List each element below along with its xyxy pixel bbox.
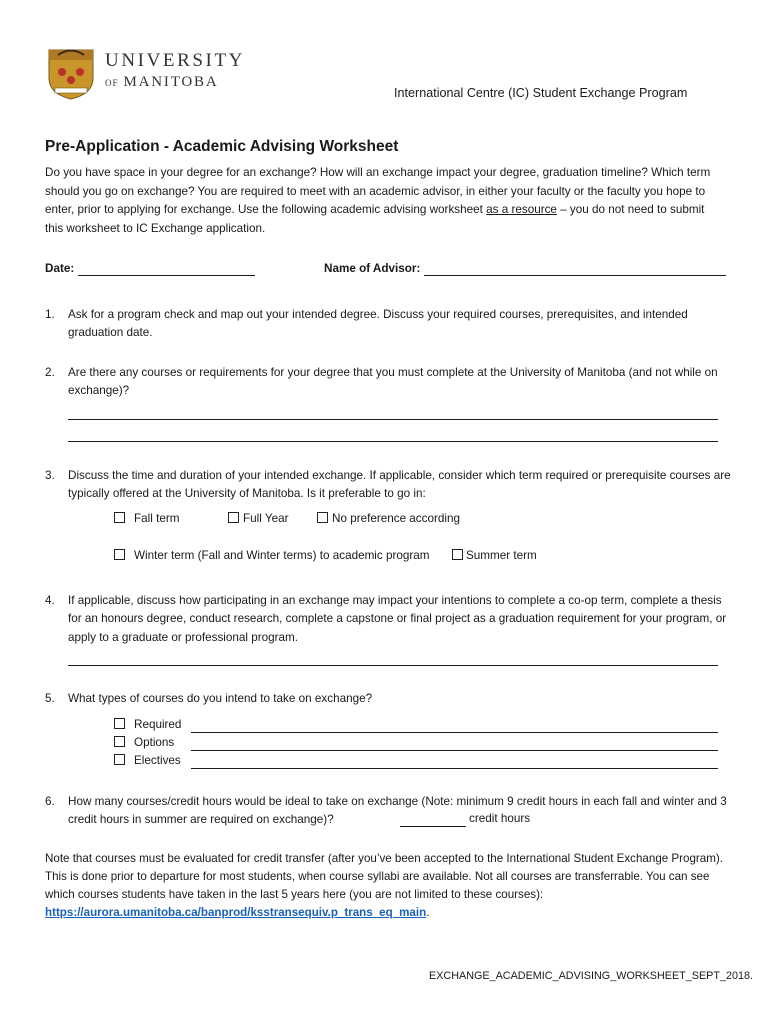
option-summer-term[interactable] [452,549,537,562]
checkbox[interactable] [114,754,125,765]
option-label: Fall term [134,512,180,525]
checkbox[interactable] [114,512,125,523]
crest-icon [46,44,96,100]
document-id-footer: EXCHANGE_ACADEMIC_ADVISING_WORKSHEET_SEPT_2018. [429,970,754,982]
university-name-line1: UNIVERSITY [105,50,245,71]
advisor-label: Name of Advisor: [324,262,421,275]
question-text: Discuss the time and duration of your intended exchange. If applicable, consider which term required or prerequisite courses are typically offered at the University of Manitoba. Is it preferable to go in: [68,469,731,501]
note-text: Note that courses must be evaluated for credit transfer (after you’ve been accepted to the International Student Exchange Program). This is done prior to departure for most students, when course syllabi are available. Not all courses are transferrable. You can see which courses students have taken in the last 5 years here (you are not limited to these courses): [45,852,723,901]
program-name: International Centre (IC) Student Exchange Program [394,86,688,100]
option-full-year[interactable] [228,512,288,525]
question-number: 4. [45,594,55,607]
university-manitoba: MANITOBA [123,74,219,90]
intro-paragraph [45,164,725,238]
course-type-electives[interactable] [114,754,181,767]
option-no-preference[interactable] [317,512,460,525]
option-label: Electives [134,754,181,767]
option-label: Required [134,718,182,731]
page-title: Pre-Application - Academic Advising Worksheet [45,138,399,155]
option-label: No preference according [332,512,460,525]
question-number: 5. [45,692,55,705]
option-label: Winter term (Fall and Winter terms) to academic program [134,549,430,562]
note-period: . [426,906,430,919]
question-number: 3. [45,469,55,482]
question-1 [45,306,735,343]
intro-resource-link: as a resource [486,203,557,217]
intro-tail: – you do not need to submit this worksheet to IC Exchange application. [45,203,705,235]
option-label: Options [134,736,175,749]
question-4 [45,592,735,647]
question-5 [45,690,735,708]
required-courses-line[interactable] [191,732,718,733]
options-courses-line[interactable] [191,750,718,751]
credit-hours-field[interactable] [400,826,466,827]
credit-hours-label: credit hours [469,812,531,825]
option-fall-term[interactable] [114,512,179,525]
option-label: Full Year [243,512,289,525]
course-type-options[interactable] [114,736,174,749]
question-6 [45,793,735,830]
question-text: What types of courses do you intend to take on exchange? [68,692,373,705]
course-type-required[interactable] [114,718,181,731]
intro-text: Do you have space in your degree for an exchange? How will an exchange impact your degree, graduation timeline? Which term should you go on exchange? You are required to meet with an academic advisor, in either your faculty or the faculty you hope to enter, prior to applying for exchange. Use the following academic advising worksheet [45,166,711,217]
question-number: 2. [45,366,55,379]
checkbox[interactable] [452,549,463,560]
transfer-equivalency-link[interactable]: https://aurora.umanitoba.ca/banprod/ksstransequiv.p_trans_eq_main [45,906,427,919]
question-number: 6. [45,795,55,808]
answer-line[interactable] [68,665,718,666]
credit-transfer-note [45,850,735,922]
option-winter-term[interactable] [114,549,430,562]
checkbox[interactable] [228,512,239,523]
checkbox[interactable] [114,549,125,560]
question-3 [45,467,735,504]
question-text: Are there any courses or requirements for your degree that you must complete at the University of Manitoba (and not while on exchange)? [68,366,718,398]
option-label: Summer term [466,549,537,562]
university-of: OF [105,78,119,88]
question-text: Ask for a program check and map out your intended degree. Discuss your required courses, prerequisites, and intended graduation date. [68,308,688,340]
date-label: Date: [45,262,75,275]
question-text: If applicable, discuss how participating in an exchange may impact your intentions to complete a co-op term, complete a thesis for an honours degree, conduct research, complete a capstone or final project as a graduation requirement for your program, or apply to a graduate or professional program. [68,594,727,644]
question-2 [45,364,735,401]
checkbox[interactable] [114,736,125,747]
answer-line[interactable] [68,441,718,442]
checkbox[interactable] [114,718,125,729]
advisor-name-field[interactable] [424,275,726,276]
electives-courses-line[interactable] [191,768,718,769]
checkbox[interactable] [317,512,328,523]
date-field[interactable] [78,275,255,276]
question-text: How many courses/credit hours would be ideal to take on exchange (Note: minimum 9 credit hours in each fall and winter and 3 credit hours in summer are required on exchange)? [68,795,727,827]
answer-line[interactable] [68,419,718,420]
university-name-line2 [105,74,218,91]
question-number: 1. [45,308,55,321]
